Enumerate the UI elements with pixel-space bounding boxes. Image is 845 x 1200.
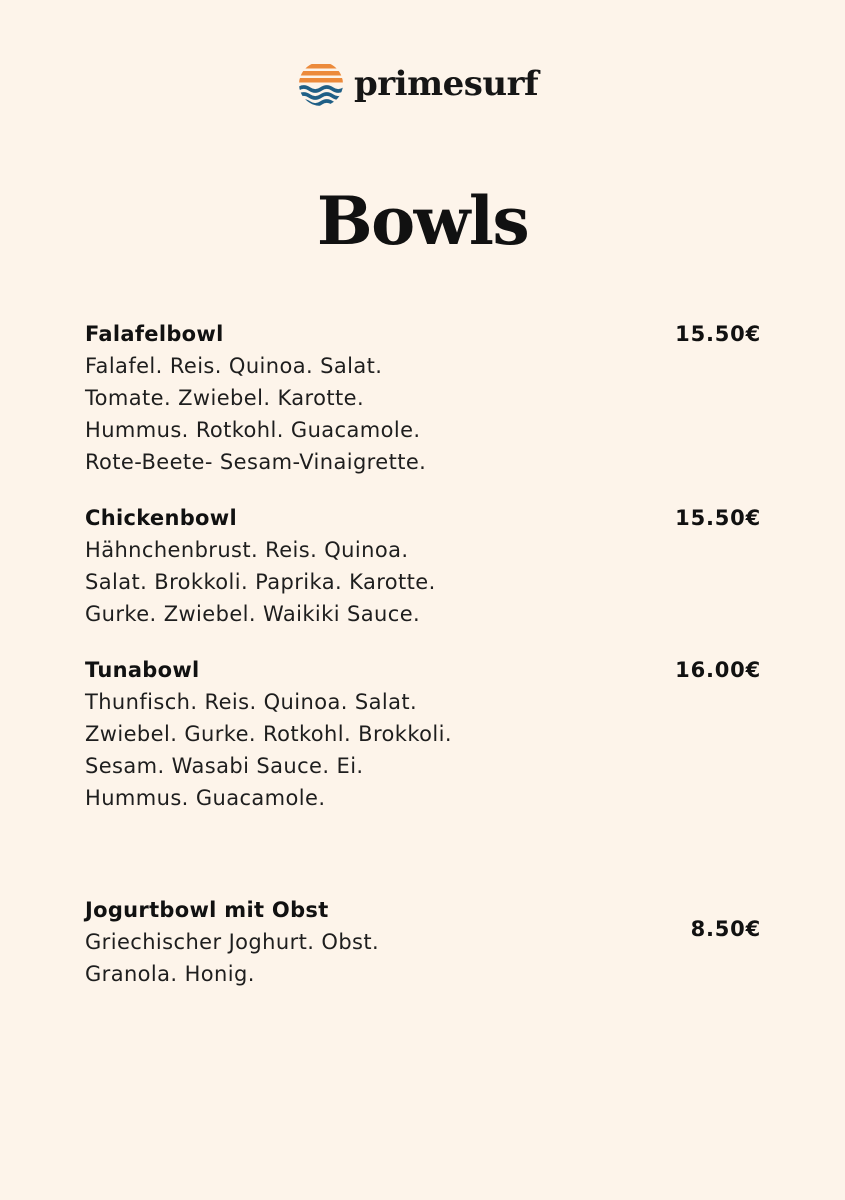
menu-item-chickenbowl — [85, 504, 761, 630]
menu-item-tunabowl — [85, 656, 761, 814]
menu-item-falafelbowl — [85, 320, 761, 478]
description-line: Thunfisch. Reis. Quinoa. Salat. — [85, 690, 418, 714]
item-price: 16.00€ — [675, 658, 761, 682]
page-title: Bowls — [316, 182, 529, 260]
menu-item-jogurtbowl — [85, 896, 761, 990]
item-price: 8.50€ — [690, 917, 761, 941]
description-line: Gurke. Zwiebel. Waikiki Sauce. — [85, 602, 421, 626]
description-line: Sesam. Wasabi Sauce. Ei. — [85, 754, 364, 778]
item-description — [85, 350, 761, 478]
item-price: 15.50€ — [675, 322, 761, 346]
description-line: Hummus. Guacamole. — [85, 786, 326, 810]
description-line: Hummus. Rotkohl. Guacamole. — [85, 418, 421, 442]
item-name: Falafelbowl — [85, 322, 224, 346]
item-description — [85, 686, 761, 814]
brand-logo — [298, 60, 538, 108]
description-line: Zwiebel. Gurke. Rotkohl. Brokkoli. — [85, 722, 452, 746]
description-line: Salat. Brokkoli. Paprika. Karotte. — [85, 570, 436, 594]
description-line: Tomate. Zwiebel. Karotte. — [85, 386, 365, 410]
item-name: Tunabowl — [85, 658, 200, 682]
brand-name: primesurf — [354, 64, 539, 104]
item-description — [85, 926, 761, 990]
item-name: Jogurtbowl mit Obst — [85, 898, 329, 922]
description-line: Granola. Honig. — [85, 962, 255, 986]
sunset-waves-icon — [298, 61, 344, 107]
description-line: Hähnchenbrust. Reis. Quinoa. — [85, 538, 409, 562]
description-line: Griechischer Joghurt. Obst. — [85, 930, 380, 954]
item-description — [85, 534, 761, 630]
description-line: Falafel. Reis. Quinoa. Salat. — [85, 354, 383, 378]
description-line: Rote-Beete- Sesam-Vinaigrette. — [85, 450, 427, 474]
item-name: Chickenbowl — [85, 506, 237, 530]
item-price: 15.50€ — [675, 506, 761, 530]
